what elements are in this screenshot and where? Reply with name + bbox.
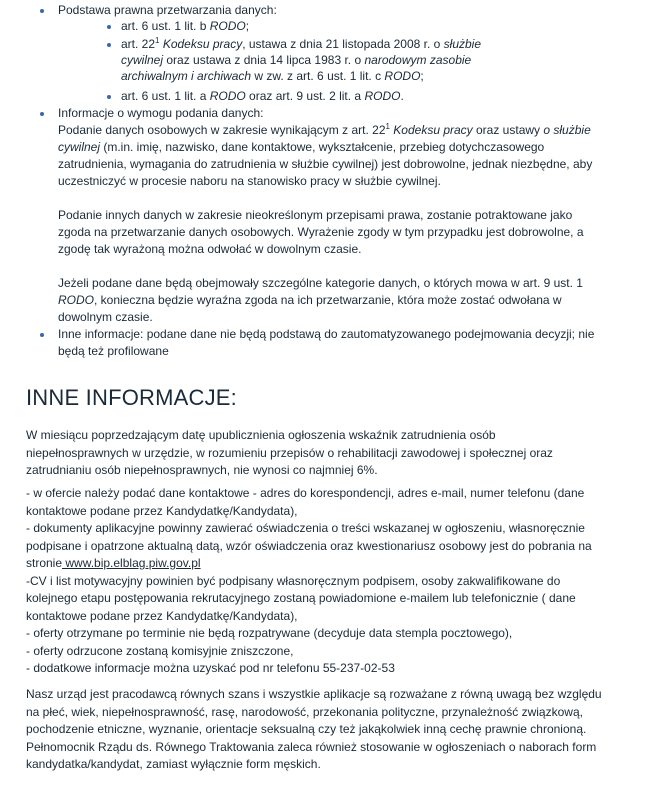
bullet-icon [107,43,111,47]
employment-paragraph: W miesiącu poprzedzającym datę upublicznienia ogłoszenia wskaźnik zatrudnienia osób niepełnosprawnych w urzędzie, w rozumieniu przepisów o rehabilitacji zawodowej i społecznej oraz zatrudnianiu osób niepełnosprawnych, nie wynosi co najmniej 6%. [26,428,553,477]
requirement-paragraph-1: Podanie danych osobowych w zakresie wynikającym z art. $22^1$ Kodeksu pracy oraz ustawy o służbie cywilnej (m.in. imię, nazwisko, dane kontaktowe, wykształcenie, przebieg dotychczasowego zatrudnienia, wymagania do zatrudnienia w służbie cywilnej) jest dobrowolne, jednak niezbędne, aby uczestniczyć w procesie naboru na stanowisko pracy w służbie cywilnej. [58,122,593,188]
bullet-icon [40,9,44,13]
legal-basis-item-3: art. 6 ust. 1 lit. a RODO oraz art. 9 ust. 2 lit. a RODO. [121,89,404,103]
bullet-icon [107,95,111,99]
requirement-paragraph-3: Jeżeli podane dane będą obejmowały szczególne kategorie danych, o których mowa w art. 9 ust. 1 RODO, konieczna będzie wyraźna zgoda na ich przetwarzanie, która może zostać odwołana w dowolnym czasie. [58,276,583,324]
requirement-label: Informacje o wymogu podania danych: [58,106,264,120]
bullet-icon [40,333,44,337]
legal-basis-label: Podstawa prawna przetwarzania danych: [58,3,277,17]
other-info: Inne informacje: podane dane nie będą podstawą do zautomatyzowanego podejmowania decyzji; nie będą też profilowane [58,327,595,358]
bip-link[interactable]: www.bip.elblag.piw.gov.pl [62,556,201,570]
equality-paragraph: Nasz urząd jest pracodawcą równych szans i wszystkie aplikacje są rozważane z równą uwagą bez względu na płeć, wiek, niepełnosprawność, rasę, narodowość, przekonania polityczne, przynależność związkową, pochodzenie etniczne, wyznanie, orientacje seksualną czy też jakąkolwiek inną cechę prawnie chronioną. Pełnomocnik Rządu ds. Równego Traktowania zaleca również stosowanie w ogłoszeniach o naborach form kandydatka/kandydat, zamiast wyłącznie form męskich. [26,687,602,771]
bullet-icon [40,112,44,116]
legal-basis-item-2: art. $22^1$ Kodeksu pracy, ustawa z dnia 21 listopada 2008 r. o służbie cywilnej oraz ustawa z dnia 14 lipca 1983 r. o narodowym zasobie archiwalnym i archiwach w zw. z art. 6 ust. 1 lit. c RODO; [121,36,482,83]
legal-basis-item-1: art. 6 ust. 1 lit. b RODO; [121,19,250,33]
requirement-paragraph-2: Podanie innych danych w zakresie nieokreślonym przepisami prawa, zostanie potraktowane jako zgoda na przetwarzanie danych osobowych. Wyrażenie zgody w tym przypadku jest dobrowolne, a zgodę tak wyrażoną można odwołać w dowolnym czasie. [58,208,584,256]
application-notes: - w ofercie należy podać dane kontaktowe - adres do korespondencji, adres e-mail, numer telefonu (dane kontaktowe podane przez Kandydatkę/Kandydata), - dokumenty aplikacyjne powinny zawierać oświadczenia o treści wskazanej w ogłoszeniu, własnoręcznie podpisane i opatrzone aktualną datą, wzór oświadczenia oraz kwestionariusz osobowy jest do pobrania na stronie www.bip.elblag.piw.gov.pl -CV i list motywacyjny powinien być podpisany własnoręcznym podpisem, osoby zakwalifikowane do kolejnego etapu postępowania rekrutacyjnego zostaną powiadomione e-mailem lub telefonicznie ( dane kontaktowe podane przez Kandydatkę/Kandydata), - oferty otrzymane po terminie nie będą rozpatrywane (decyduje data stempla pocztowego), - oferty odrzucone zostaną komisyjnie zniszczone, - dodatkowe informacje można uzyskać pod nr telefonu 55-237-02-53 [26,486,592,675]
section-heading: INNE INFORMACJE: [26,385,237,410]
bullet-icon [107,25,111,29]
